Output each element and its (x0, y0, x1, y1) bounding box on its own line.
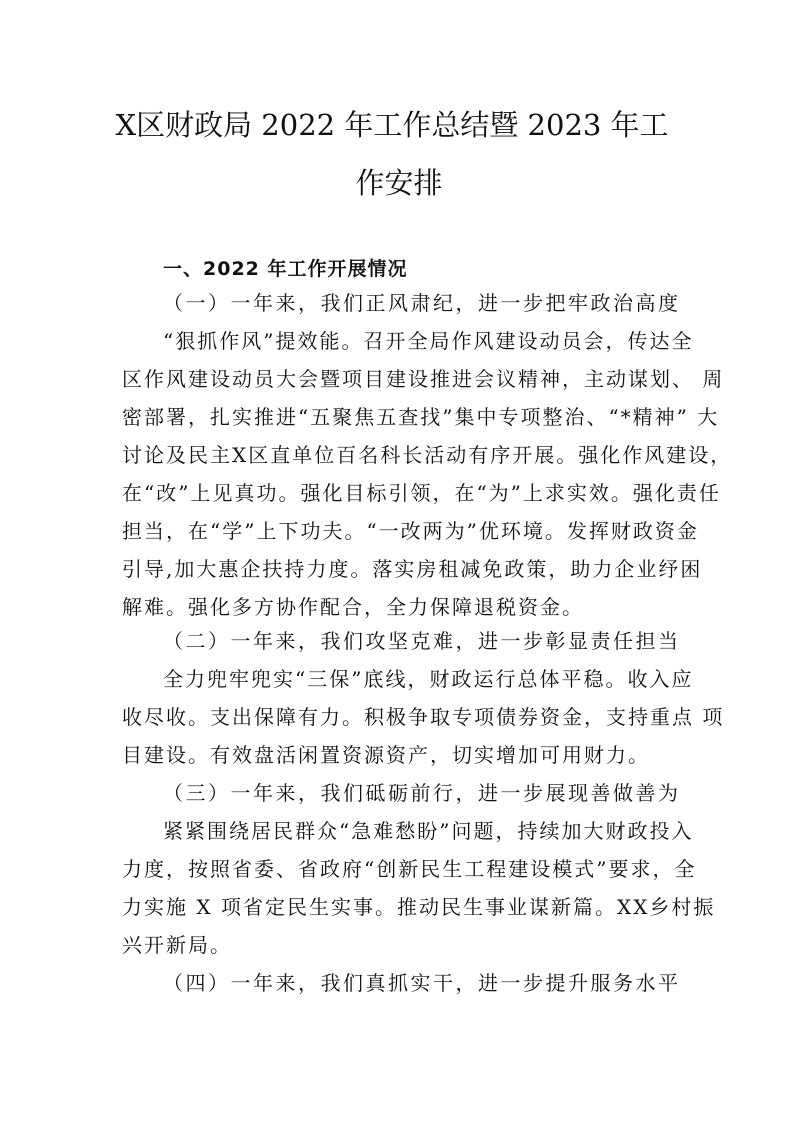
paragraph-line: 紧紧围绕居民群众“急难愁盼”问题，持续加大财政投入 (163, 819, 694, 843)
document-title-line-1: X区财政局 2022 年工作总结暨 2023 年工 (115, 108, 669, 142)
paragraph-line: 密部署，扎实推进“五聚焦五查找”集中专项整治、“*精神” 大 (122, 405, 720, 429)
paragraph-line: 兴开新局。 (122, 933, 232, 957)
paragraph-line: 目建设。有效盘活闲置资源资产，切实增加可用财力。 (122, 743, 650, 767)
document-title-line-2: 作安排 (355, 166, 443, 200)
paragraph-line: 在“改”上见真功。强化目标引领，在“为”上求实效。强化责任 (122, 481, 721, 505)
paragraph-line: 力实施 X 项省定民生实事。推动民生事业谋新篇。XX乡村振 (122, 895, 716, 919)
paragraph-line: 力度，按照省委、省政府“创新民生工程建设模式”要求，全 (122, 857, 697, 881)
subsection-heading-3: （三）一年来，我们砥砺前行，进一步展现善做善为 (163, 781, 681, 805)
section-heading-1: 一、2022 年工作开展情况 (163, 258, 408, 280)
paragraph-line: 解难。强化多方协作配合，全力保障退税资金。 (122, 595, 584, 619)
paragraph-line: 区作风建设动员大会暨项目建设推进会议精神，主动谋划、 周 (122, 367, 725, 391)
subsection-heading-4: （四）一年来，我们真抓实干，进一步提升服务水平 (163, 971, 681, 995)
paragraph-line: 收尽收。支出保障有力。积极争取专项债券资金，支持重点 项 (122, 705, 725, 729)
paragraph-line: 讨论及民主X区直单位百名科长活动有序开展。强化作风建设， (122, 443, 733, 467)
paragraph-line: “狠抓作风”提效能。召开全局作风建设动员会，传达全 (163, 329, 694, 353)
paragraph-line: 引导,加大惠企扶持力度。落实房租减免政策，助力企业纾困 (122, 557, 703, 581)
subsection-heading-2: （二）一年来，我们攻坚克难，进一步彰显责任担当 (163, 629, 681, 653)
subsection-heading-1: （一）一年来，我们正风肃纪，进一步把牢政治高度 (163, 291, 681, 315)
paragraph-line: 全力兜牢兜实“三保”底线，财政运行总体平稳。收入应 (163, 667, 694, 691)
paragraph-line: 担当，在“学”上下功夫。“一改两为”优环境。发挥财政资金 (122, 519, 699, 543)
